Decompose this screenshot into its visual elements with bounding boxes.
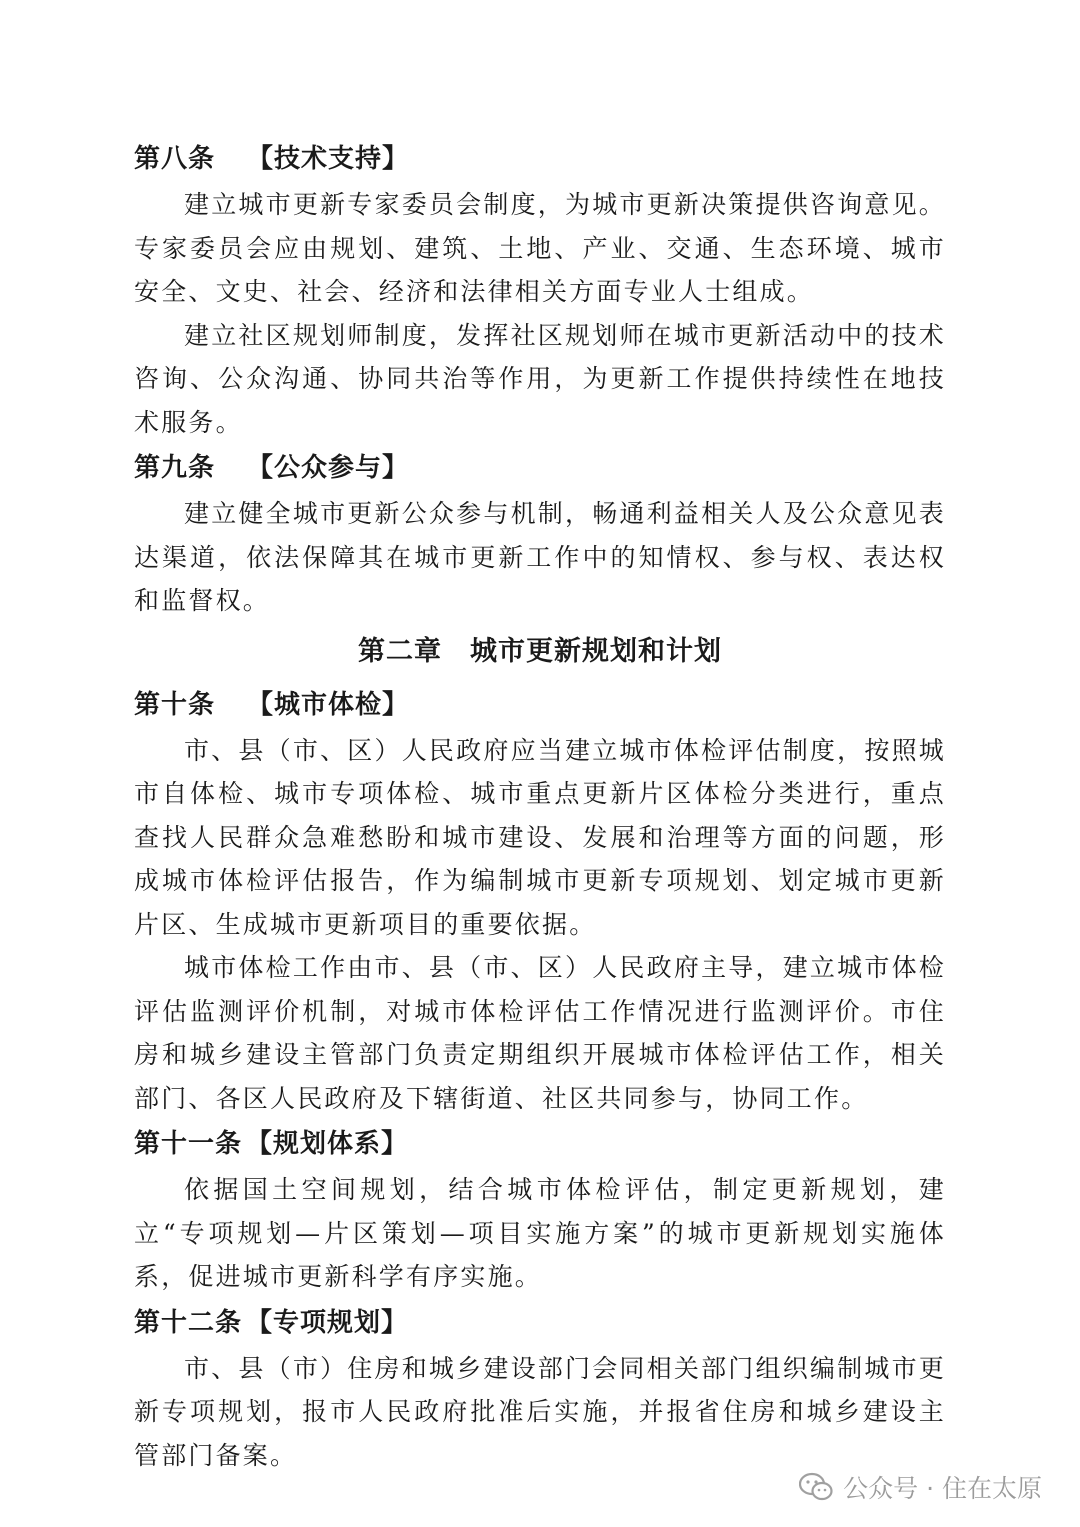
article-heading (134, 681, 946, 729)
wechat-icon (799, 1472, 833, 1502)
article-number: 第十条 (134, 689, 216, 720)
article-heading (134, 1120, 946, 1168)
article-number: 第十二条 (134, 1307, 243, 1338)
article-paragraph: 建立社区规划师制度，发挥社区规划师在城市更新活动中的技术咨询、公众沟通、协同共治等作用，为更新工作提供持续性在地技术服务。 (134, 320, 946, 437)
article-title: 【规划体系】 (246, 1129, 409, 1159)
article-title: 【技术支持】 (247, 144, 410, 174)
article-paragraph: 市、县（市、区）人民政府应当建立城市体检评估制度，按照城市自体检、城市专项体检、城市重点更新片区体检分类进行，重点查找人民群众急难愁盼和城市建设、发展和治理等方面的问题，形成城市体检评估报告，作为编制城市更新专项规划、划定城市更新片区、生成城市更新项目的重要依据。 (134, 735, 946, 939)
article-number: 第九条 (134, 453, 216, 483)
article-number: 第十一条 (134, 1129, 243, 1159)
watermark-text: 公众号 · 住在太原 (843, 1474, 1042, 1503)
article-title: 【城市体检】 (247, 689, 410, 720)
chapter-title: 城市更新规划和计划 (470, 635, 722, 667)
chapter-number: 第二章 (358, 635, 442, 667)
article-title: 【专项规划】 (246, 1307, 409, 1338)
article-paragraph: 市、县（市）住房和城乡建设部门会同相关部门组织编制城市更新专项规划，报市人民政府批准后实施，并报省住房和城乡建设主管部门备案。 (134, 1353, 946, 1470)
article-heading (134, 135, 946, 183)
article-paragraph: 建立城市更新专家委员会制度，为城市更新决策提供咨询意见。专家委员会应由规划、建筑、土地、产业、交通、生态环境、城市安全、文史、社会、经济和法律相关方面专业人士组成。 (134, 190, 946, 306)
article-heading (134, 1299, 946, 1347)
article-heading (134, 444, 946, 492)
article-number: 第八条 (134, 144, 216, 174)
document-body (134, 135, 946, 1477)
chapter-heading (134, 623, 946, 681)
article-paragraph: 建立健全城市更新公众参与机制，畅通利益相关人及公众意见表达渠道，依法保障其在城市更新工作中的知情权、参与权、表达权和监督权。 (134, 499, 946, 615)
article-title: 【公众参与】 (247, 453, 410, 483)
watermark (799, 1467, 1042, 1507)
article-paragraph: 城市体检工作由市、县（市、区）人民政府主导，建立城市体检评估监测评价机制，对城市体检评估工作情况进行监测评价。市住房和城乡建设主管部门负责定期组织开展城市体检评估工作，相关部门、各区人民政府及下辖街道、社区共同参与，协同工作。 (134, 953, 946, 1113)
article-paragraph: 依据国土空间规划，结合城市体检评估，制定更新规划，建立“专项规划—片区策划—项目实施方案”的城市更新规划实施体系，促进城市更新科学有序实施。 (134, 1175, 946, 1291)
